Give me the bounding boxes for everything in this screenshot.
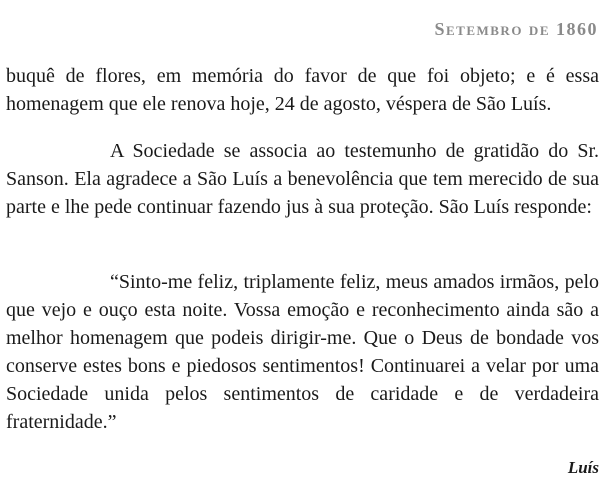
paragraph-society-gratitude: A Sociedade se associa ao testemunho de gratidão do Sr. Sanson. Ela agradece a São Luís a benevolência que tem merecido de sua parte e lhe pede continuar fazendo jus à sua proteção. São Luís responde: (6, 140, 599, 218)
running-header: Setembro de 1860 (434, 19, 598, 39)
paragraph-sao-luis-response: “Sinto-me feliz, triplamente feliz, meus amados irmãos, pelo que vejo e ouço esta noite. Vossa emoção e reconhecimento ainda são a melhor homenagem que podeis dirigir-me. Que o Deus de bondade vos conserve estes bons e piedosos sentimentos! Continuarei a velar por uma Sociedade unida pelos sentimentos de caridade e de verdadeira fraternidade.” (6, 271, 599, 433)
paragraph-continuation: buquê de flores, em memória do favor de que foi objeto; e é essa homenagem que ele renova hoje, 24 de agosto, véspera de São Luís. (6, 65, 599, 115)
signature: Luís (567, 458, 599, 477)
